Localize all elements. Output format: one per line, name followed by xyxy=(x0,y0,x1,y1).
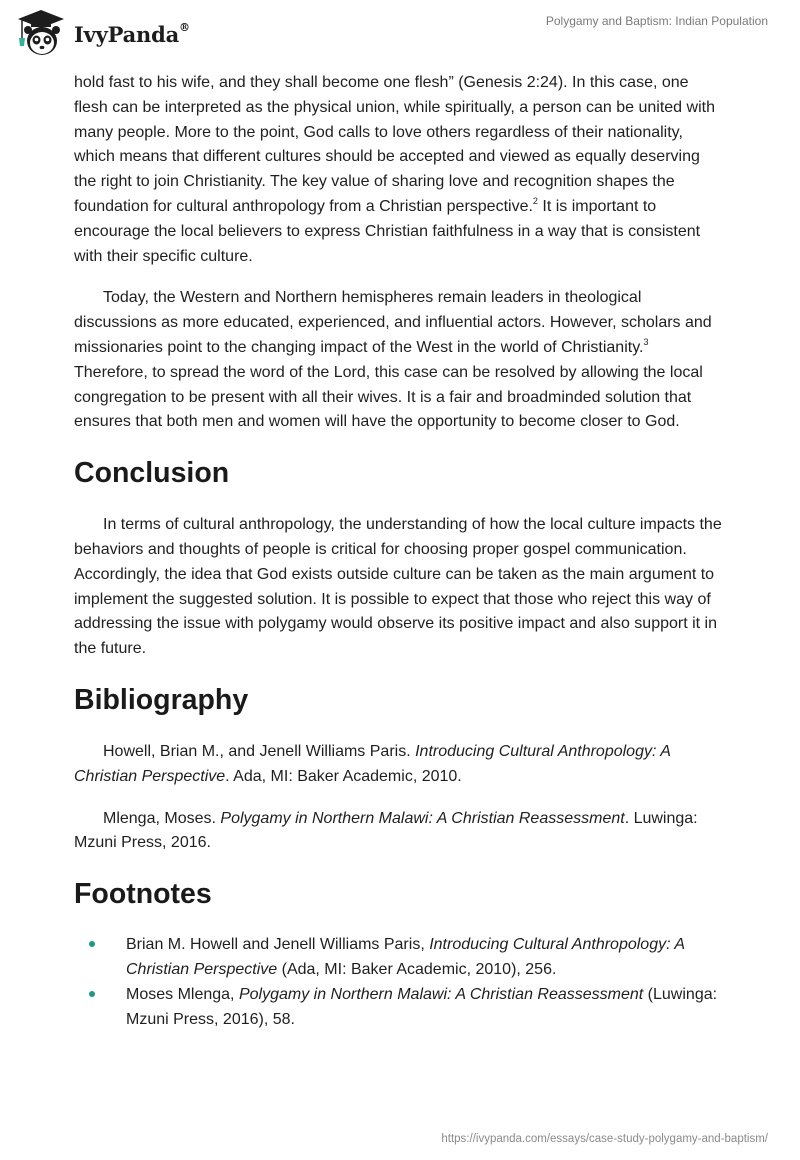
bullet-icon xyxy=(89,991,95,997)
essay-content xyxy=(74,71,726,1032)
body-paragraph: Today, the Western and Northern hemispheres remain leaders in theological discussions as more educated, experienced, and influential actors. However, scholars and missionaries point to the changing impact of the West in the world of Christianity.$^3$ Therefore, to spread the word of the Lord, this case can be resolved by allowing the local congregation to be present with all their wives. It is a fair and broadminded solution that ensures that both men and women will have the opportunity to become closer to God. xyxy=(74,289,712,431)
source-url-link[interactable]: https://ivypanda.com/essays/case-study-polygamy-and-baptism/ xyxy=(441,1133,768,1145)
conclusion-paragraph: In terms of cultural anthropology, the understanding of how the local culture impacts the behaviors and thoughts of people is critical for choosing proper gospel communication. Accordingly, the idea that God exists outside culture can be taken as the main argument to implement the suggested solution. It is possible to expect that those who reject this way of addressing the issue with polygamy would observe its positive impact and also support it in the future. xyxy=(74,516,722,658)
footnote-ref[interactable]: 2 xyxy=(532,195,538,206)
bibliography-entry: Howell, Brian M., and Jenell Williams Paris. Introducing Cultural Anthropology: A Christian Perspective. Ada, MI: Baker Academic, 2010. xyxy=(74,742,671,785)
footnotes-list xyxy=(74,933,726,1032)
footnote-item: Brian M. Howell and Jenell Williams Paris, Introducing Cultural Anthropology: A Christian Perspective (Ada, MI: Baker Academic, 2010), 256. xyxy=(74,933,726,983)
bullet-icon xyxy=(89,941,95,947)
bibliography-heading: Bibliography xyxy=(74,683,249,716)
conclusion-heading: Conclusion xyxy=(74,457,230,490)
bibliography-entry: Mlenga, Moses. Polygamy in Northern Malawi: A Christian Reassessment. Luwinga: Mzuni Press, 2016. xyxy=(74,809,698,852)
document-title: Polygamy and Baptism: Indian Population xyxy=(545,14,768,28)
bibliography-list xyxy=(74,740,726,856)
footnotes-heading: Footnotes xyxy=(74,878,212,911)
page-header xyxy=(0,0,800,68)
site-logo[interactable] xyxy=(14,8,190,58)
footnote-item: Moses Mlenga, Polygamy in Northern Malawi: A Christian Reassessment (Luwinga: Mzuni Press, 2016), 58. xyxy=(74,983,726,1033)
footnote-ref[interactable]: 3 xyxy=(643,336,649,347)
body-paragraph: hold fast to his wife, and they shall become one flesh” (Genesis 2:24). In this case, one flesh can be interpreted as the physical union, while spiritually, a person can be united with many people. More to the point, God calls to love others regardless of their nationality, which means that different cultures should be accepted and viewed as equally deserving the right to join Christianity. The key value of sharing love and recognition shapes the foundation for cultural anthropology from a Christian perspective.$^2$ It is important to encourage the local believers to express Christian faithfulness in a way that is consistent with their specific culture. xyxy=(74,74,715,265)
panda-logo-icon xyxy=(14,8,68,58)
logo-wordmark: IvyPanda® xyxy=(74,20,190,47)
